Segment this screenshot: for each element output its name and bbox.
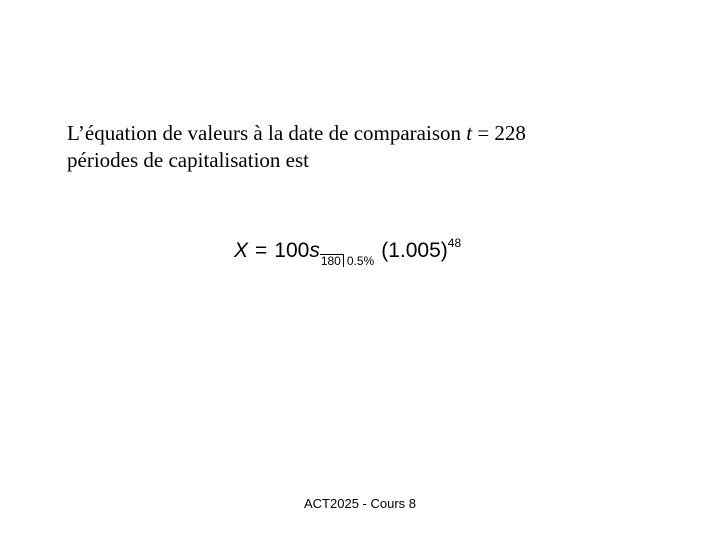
text-segment: L’équation de valeurs à la date de comparaison bbox=[67, 121, 467, 145]
slide-footer: ACT2025 - Cours 8 bbox=[304, 496, 416, 511]
accumulation-factor: (1.005) bbox=[381, 239, 448, 262]
interest-rate: 0.5% bbox=[346, 254, 375, 268]
equation bbox=[234, 236, 461, 276]
slide-body-text bbox=[67, 120, 667, 174]
body-line-1 bbox=[67, 120, 667, 147]
equation-lhs: X bbox=[234, 239, 249, 262]
equation-coefficient: 100 bbox=[274, 239, 310, 262]
exponent: 48 bbox=[447, 236, 462, 250]
period-count: 180 bbox=[320, 254, 344, 267]
annuity-angle-subscript bbox=[320, 254, 374, 267]
equals-sign: = bbox=[255, 239, 268, 262]
variable-t: t bbox=[466, 121, 473, 145]
body-line-2: périodes de capitalisation est bbox=[67, 148, 310, 172]
text-segment: = 228 bbox=[472, 121, 526, 145]
annuity-symbol: s bbox=[309, 239, 320, 262]
